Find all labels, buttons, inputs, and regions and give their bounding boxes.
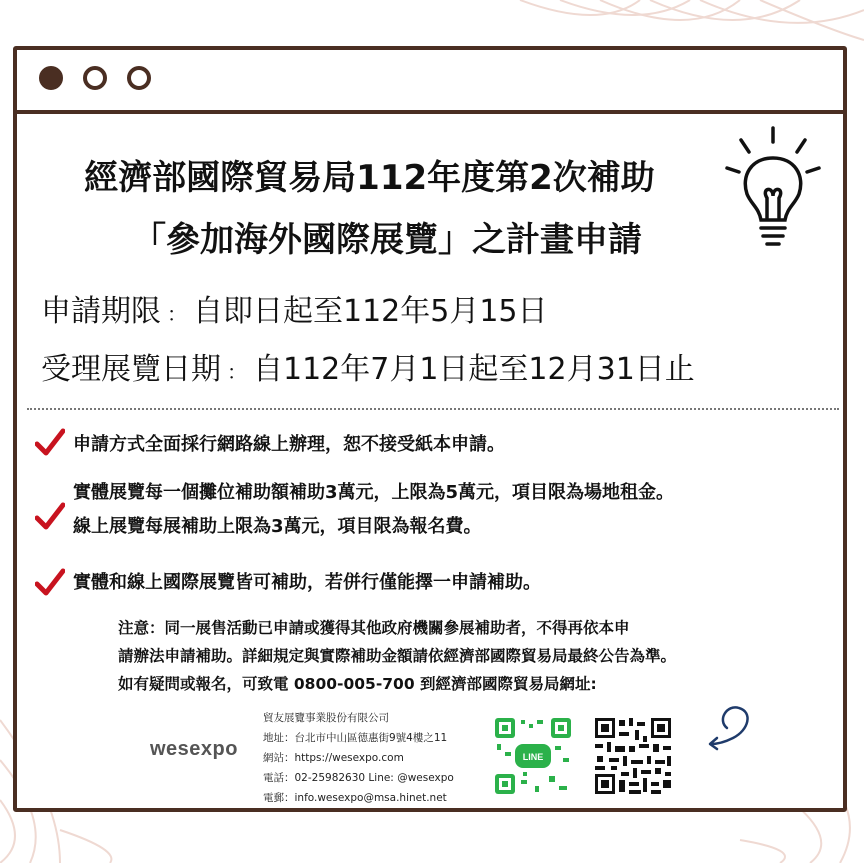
bullet-item: 申請方式全面採行網路線上辦理，恕不接受紙本申請。 xyxy=(73,434,505,455)
bullet-item: 實體和線上國際展覽皆可補助，若併行僅能擇一申請補助。 xyxy=(73,572,541,593)
company-website[interactable]: 網站：https://wesexpo.com xyxy=(263,752,404,764)
page-title: 經濟部國際貿易局112年度第2次補助 xyxy=(84,158,655,198)
line-qr-code[interactable] xyxy=(493,716,573,796)
main-card xyxy=(13,46,847,812)
window-titlebar xyxy=(17,50,843,114)
application-deadline xyxy=(41,286,548,330)
company-phone: 電話：02-25982630 Line: @wesexpo xyxy=(263,772,454,784)
period-label: 受理展覽日期 xyxy=(41,352,221,387)
deadline-colon: ： xyxy=(167,302,187,326)
curved-arrow-icon xyxy=(703,698,763,758)
deadline-value: 自即日起至112年5月15日 xyxy=(193,294,548,329)
window-dot-icon xyxy=(83,66,107,90)
bullet-item: 線上展覽每展補助上限為3萬元，項目限為報名費。 xyxy=(73,516,482,537)
lightbulb-icon xyxy=(723,124,823,254)
page-subtitle: 「參加海外國際展覽」之計畫申請 xyxy=(132,220,642,260)
checkmark-icon xyxy=(35,502,65,530)
note-line: 如有疑問或報名，可致電 0800-005-700 到經濟部國際貿易局網址: xyxy=(118,675,597,693)
company-email[interactable]: 電郵：info.wesexpo@msa.hinet.net xyxy=(263,792,447,804)
divider xyxy=(27,408,839,410)
company-logo: wesexpo xyxy=(150,738,238,760)
exhibition-period xyxy=(41,344,695,388)
bullet-item: 實體展覽每一個攤位補助額補助3萬元，上限為5萬元，項目限為場地租金。 xyxy=(73,482,675,503)
window-dot-icon xyxy=(127,66,151,90)
note-line: 注意：同一展售活動已申請或獲得其他政府機關參展補助者，不得再依本申 xyxy=(118,619,630,637)
note-line: 請辦法申請補助。詳細規定與實際補助金額請依經濟部國際貿易局最終公告為準。 xyxy=(118,647,677,665)
checkmark-icon xyxy=(35,568,65,596)
website-qr-code[interactable] xyxy=(593,716,673,796)
company-address: 地址：台北市中山區德惠街9號4樓之11 xyxy=(263,732,448,744)
period-value: 自112年7月1日起至12月31日止 xyxy=(253,352,695,387)
checkmark-icon xyxy=(35,428,65,456)
company-name: 貿友展覽事業股份有限公司 xyxy=(263,712,389,724)
period-colon: ： xyxy=(227,360,247,384)
deadline-label: 申請期限 xyxy=(41,294,161,329)
window-dot-icon xyxy=(39,66,63,90)
line-label: LINE xyxy=(522,752,544,762)
